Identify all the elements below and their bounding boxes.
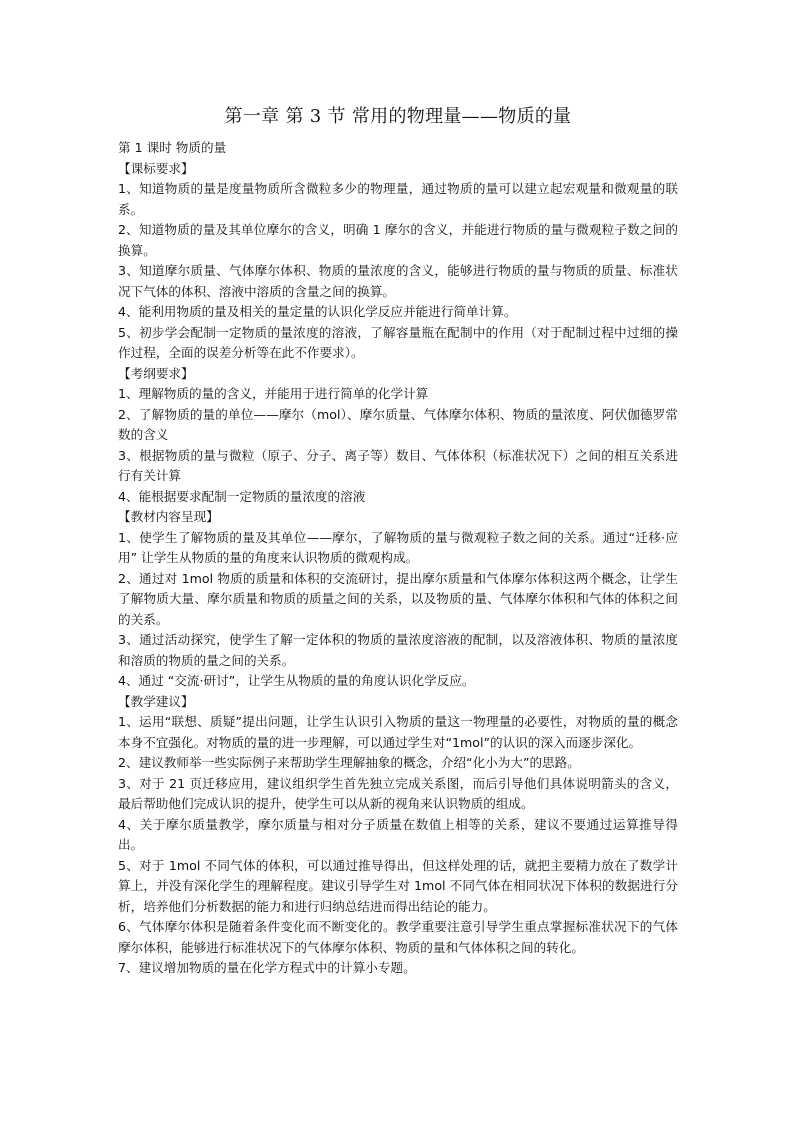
- list-item: 4、能利用物质的量及相关的量定量的认识化学反应并能进行简单计算。: [118, 304, 517, 319]
- list-item: 3、知道摩尔质量、气体摩尔体积、物质的量浓度的含义，能够进行物质的量与物质的质量、标准状况下气体的体积、溶液中溶质的含量之间的换算。: [118, 263, 678, 299]
- list-item: 1、理解物质的量的含义，并能用于进行简单的化学计算: [118, 386, 429, 401]
- list-item: 3、对于 21 页迁移应用，建议组织学生首先独立完成关系图，而后引导他们具体说明箭头的含义，最后帮助他们完成认识的提升，使学生可以从新的视角来认识物质的组成。: [118, 775, 678, 811]
- list-item: 6、气体摩尔体积是随着条件变化而不断变化的。教学重要注意引导学生重点掌握标准状况下的气体摩尔体积，能够进行标准状况下的气体摩尔体积、物质的量和气体体积之间的转化。: [118, 919, 678, 955]
- list-item: 3、通过活动探究，使学生了解一定体积的物质的量浓度溶液的配制，以及溶液体积、物质的量浓度和溶质的物质的量之间的关系。: [118, 632, 678, 668]
- list-item: 4、能根据要求配制一定物质的量浓度的溶液: [118, 488, 366, 504]
- list-item: 1、知道物质的量是度量物质所含微粒多少的物理量，通过物质的量可以建立起宏观量和微观量的联系。: [118, 181, 678, 217]
- section-curriculum-standards: [118, 159, 678, 364]
- list-item: 2、建议教师举一些实际例子来帮助学生理解抽象的概念，介绍“化小为大”的思路。: [118, 755, 580, 770]
- list-item: 7、建议增加物质的量在化学方程式中的计算小专题。: [118, 960, 416, 975]
- list-item: 2、知道物质的量及其单位摩尔的含义，明确 1 摩尔的含义，并能进行物质的量与微观粒子数之间的换算。: [118, 222, 678, 258]
- section-heading: 【教学建议】: [118, 693, 194, 709]
- document-page: [118, 104, 678, 979]
- list-item: 1、运用“联想、质疑”提出问题，让学生认识引入物质的量这一物理量的必要性，对物质的量的概念本身不宜强化。对物质的量的进一步理解，可以通过学生对“1mol”的认识的深入而逐步深化。: [118, 714, 678, 750]
- list-item: 3、根据物质的量与微粒（原子、分子、离子等）数目、气体体积（标准状况下）之间的相互关系进行有关计算: [118, 447, 678, 483]
- section-exam-outline: [118, 364, 678, 508]
- section-heading: 【教材内容呈现】: [118, 509, 219, 524]
- list-item: 2、通过对 1mol 物质的质量和体积的交流研讨，提出摩尔质量和气体摩尔体积这两个概念，让学生了解物质大量、摩尔质量和物质的质量之间的关系，以及物质的量、气体摩尔体积和气体的体积之间的关系。: [118, 570, 678, 627]
- document-title: 第一章 第 3 节 常用的物理量——物质的量: [224, 106, 572, 127]
- list-item: 5、对于 1mol 不同气体的体积，可以通过推导得出，但这样处理的话，就把主要精力放在了数学计算上，并没有深化学生的理解程度。建议引导学生对 1mol 不同气体在相同状况下体积的数据进行分析，培养他们分析数据的能力和进行归纳总结进而得出结论的能力。: [118, 857, 678, 914]
- section-heading: 【考纲要求】: [118, 365, 194, 381]
- list-item: 2、了解物质的量的单位——摩尔（mol）、摩尔质量、气体摩尔体积、物质的量浓度、阿伏伽德罗常数的含义: [118, 406, 678, 442]
- section-teaching-suggestions: [118, 692, 678, 979]
- lesson-subtitle: 第 1 课时 物质的量: [118, 140, 227, 155]
- list-item: 5、初步学会配制一定物质的量浓度的溶液，了解容量瓶在配制中的作用（对于配制过程中过细的操作过程，全面的误差分析等在此不作要求）。: [118, 324, 678, 360]
- section-heading: 【课标要求】: [118, 160, 194, 176]
- list-item: 4、通过 “交流·研讨”，让学生从物质的量的角度认识化学反应。: [118, 673, 475, 688]
- list-item: 4、关于摩尔质量教学，摩尔质量与相对分子质量在数值上相等的关系，建议不要通过运算推导得出。: [118, 816, 678, 852]
- section-textbook-content: [118, 507, 678, 692]
- list-item: 1、使学生了解物质的量及其单位——摩尔，了解物质的量与微观粒子数之间的关系。通过“迁移·应用” 让学生从物质的量的角度来认识物质的微观构成。: [118, 529, 678, 565]
